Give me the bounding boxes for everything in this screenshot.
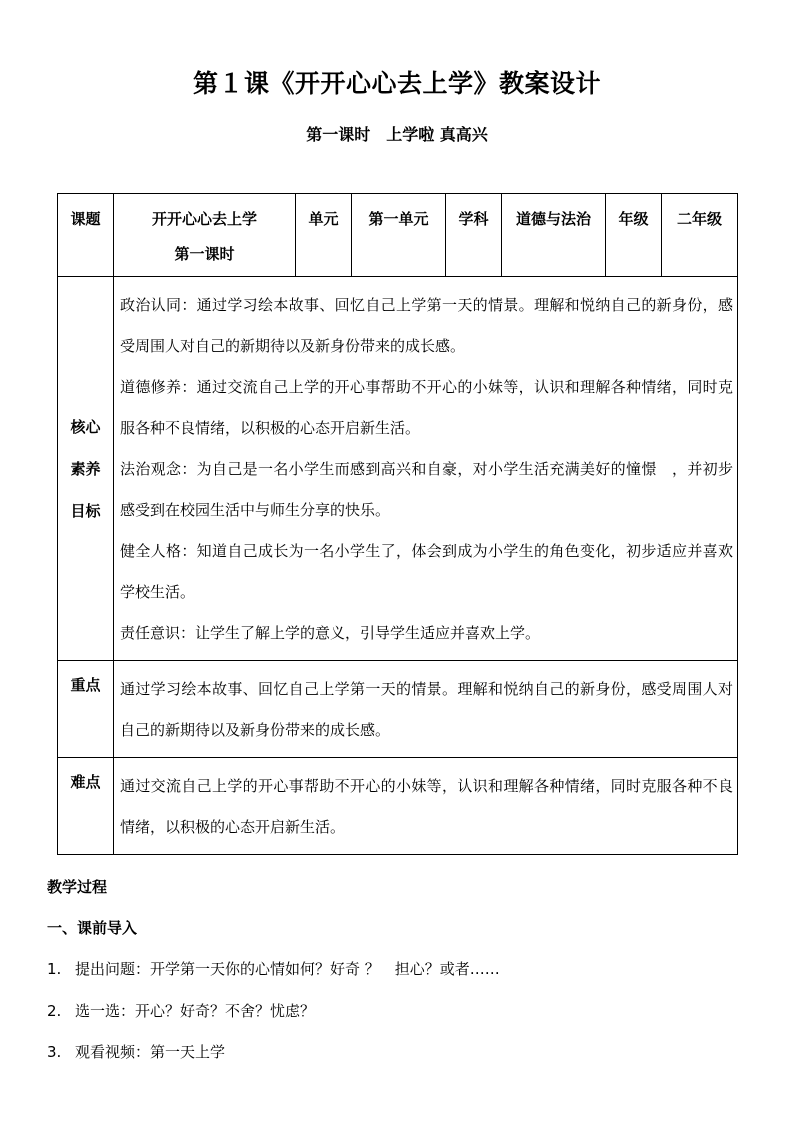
key-label-cell	[58, 661, 114, 758]
core-label-3: 目标	[70, 501, 101, 520]
core-label-1: 核心	[70, 417, 101, 436]
key-label: 重点	[70, 676, 101, 694]
core-row	[58, 277, 738, 661]
list-item-text: 选一选：开心？好奇？不舍？忧虑？	[75, 1002, 316, 1020]
list-item-number: 3.	[47, 1043, 62, 1061]
unit-value-cell	[352, 194, 446, 277]
grade-label: 年级	[618, 210, 649, 228]
list-item	[47, 1041, 225, 1062]
core-label-cell	[58, 277, 114, 661]
core-content-cell	[114, 277, 738, 661]
key-content-cell	[114, 661, 738, 758]
lesson-plan-table	[57, 193, 738, 855]
lesson-label-cell	[58, 194, 114, 277]
lesson-label: 课题	[70, 210, 101, 228]
doc-subtitle: 第一课时 上学啦 真高兴	[306, 125, 488, 144]
unit-label-cell	[296, 194, 352, 277]
core-item-moral: 道德修养：通过交流自己上学的开心事帮助不开心的小妹等，认识和理解各种情绪，同时克服各种不良情绪，以积极的心态开启新生活。	[120, 378, 733, 437]
unit-value: 第一单元	[368, 210, 429, 228]
unit-label: 单元	[308, 210, 339, 228]
key-row	[58, 661, 738, 758]
core-item-political: 政治认同：通过学习绘本故事、回忆自己上学第一天的情景。理解和悦纳自己的新身份，感受周围人对自己的新期待以及新身份带来的成长感。	[120, 296, 733, 355]
core-label-2: 素养	[70, 459, 101, 478]
subject-value-cell	[502, 194, 606, 277]
subject-value: 道德与法治	[515, 210, 591, 228]
subject-label-cell	[446, 194, 502, 277]
core-item-personality: 健全人格：知道自己成长为一名小学生了，体会到成为小学生的角色变化，初步适应并喜欢学校生活。	[120, 542, 733, 601]
difficulty-content-cell	[114, 758, 738, 855]
lesson-value-cell	[114, 194, 296, 277]
lesson-value-line2: 第一课时	[174, 245, 235, 263]
doc-title: 第１课《开开心心去上学》教案设计	[192, 69, 601, 98]
grade-value: 二年级	[676, 210, 722, 228]
list-item-number: 1.	[47, 960, 62, 978]
difficulty-text: 通过交流自己上学的开心事帮助不开心的小妹等，认识和理解各种情绪，同时克服各种不良情绪，以积极的心态开启新生活。	[120, 777, 733, 836]
section-1-heading: 一、课前导入	[47, 919, 138, 937]
difficulty-row	[58, 758, 738, 855]
list-item-text: 观看视频：第一天上学	[75, 1043, 226, 1061]
list-item	[47, 1000, 315, 1021]
header-row	[58, 194, 738, 277]
lesson-value-line1: 开开心心去上学	[151, 210, 257, 228]
list-item	[47, 958, 500, 979]
grade-label-cell	[606, 194, 662, 277]
difficulty-label-cell	[58, 758, 114, 855]
core-item-law: 法治观念：为自己是一名小学生而感到高兴和自豪，对小学生活充满美好的憧憬 ，并初步感受到在校园生活中与师生分享的快乐。	[120, 460, 733, 519]
grade-value-cell	[662, 194, 738, 277]
list-item-number: 2.	[47, 1002, 62, 1020]
key-text: 通过学习绘本故事、回忆自己上学第一天的情景。理解和悦纳自己的新身份，感受周围人对自己的新期待以及新身份带来的成长感。	[120, 680, 733, 739]
difficulty-label: 难点	[70, 773, 101, 791]
process-heading: 教学过程	[47, 878, 108, 896]
core-item-responsibility: 责任意识：让学生了解上学的意义，引导学生适应并喜欢上学。	[120, 624, 541, 642]
subject-label: 学科	[458, 210, 489, 228]
list-item-text: 提出问题：开学第一天你的心情如何？好奇 ？ 担心？或者……	[75, 960, 500, 978]
